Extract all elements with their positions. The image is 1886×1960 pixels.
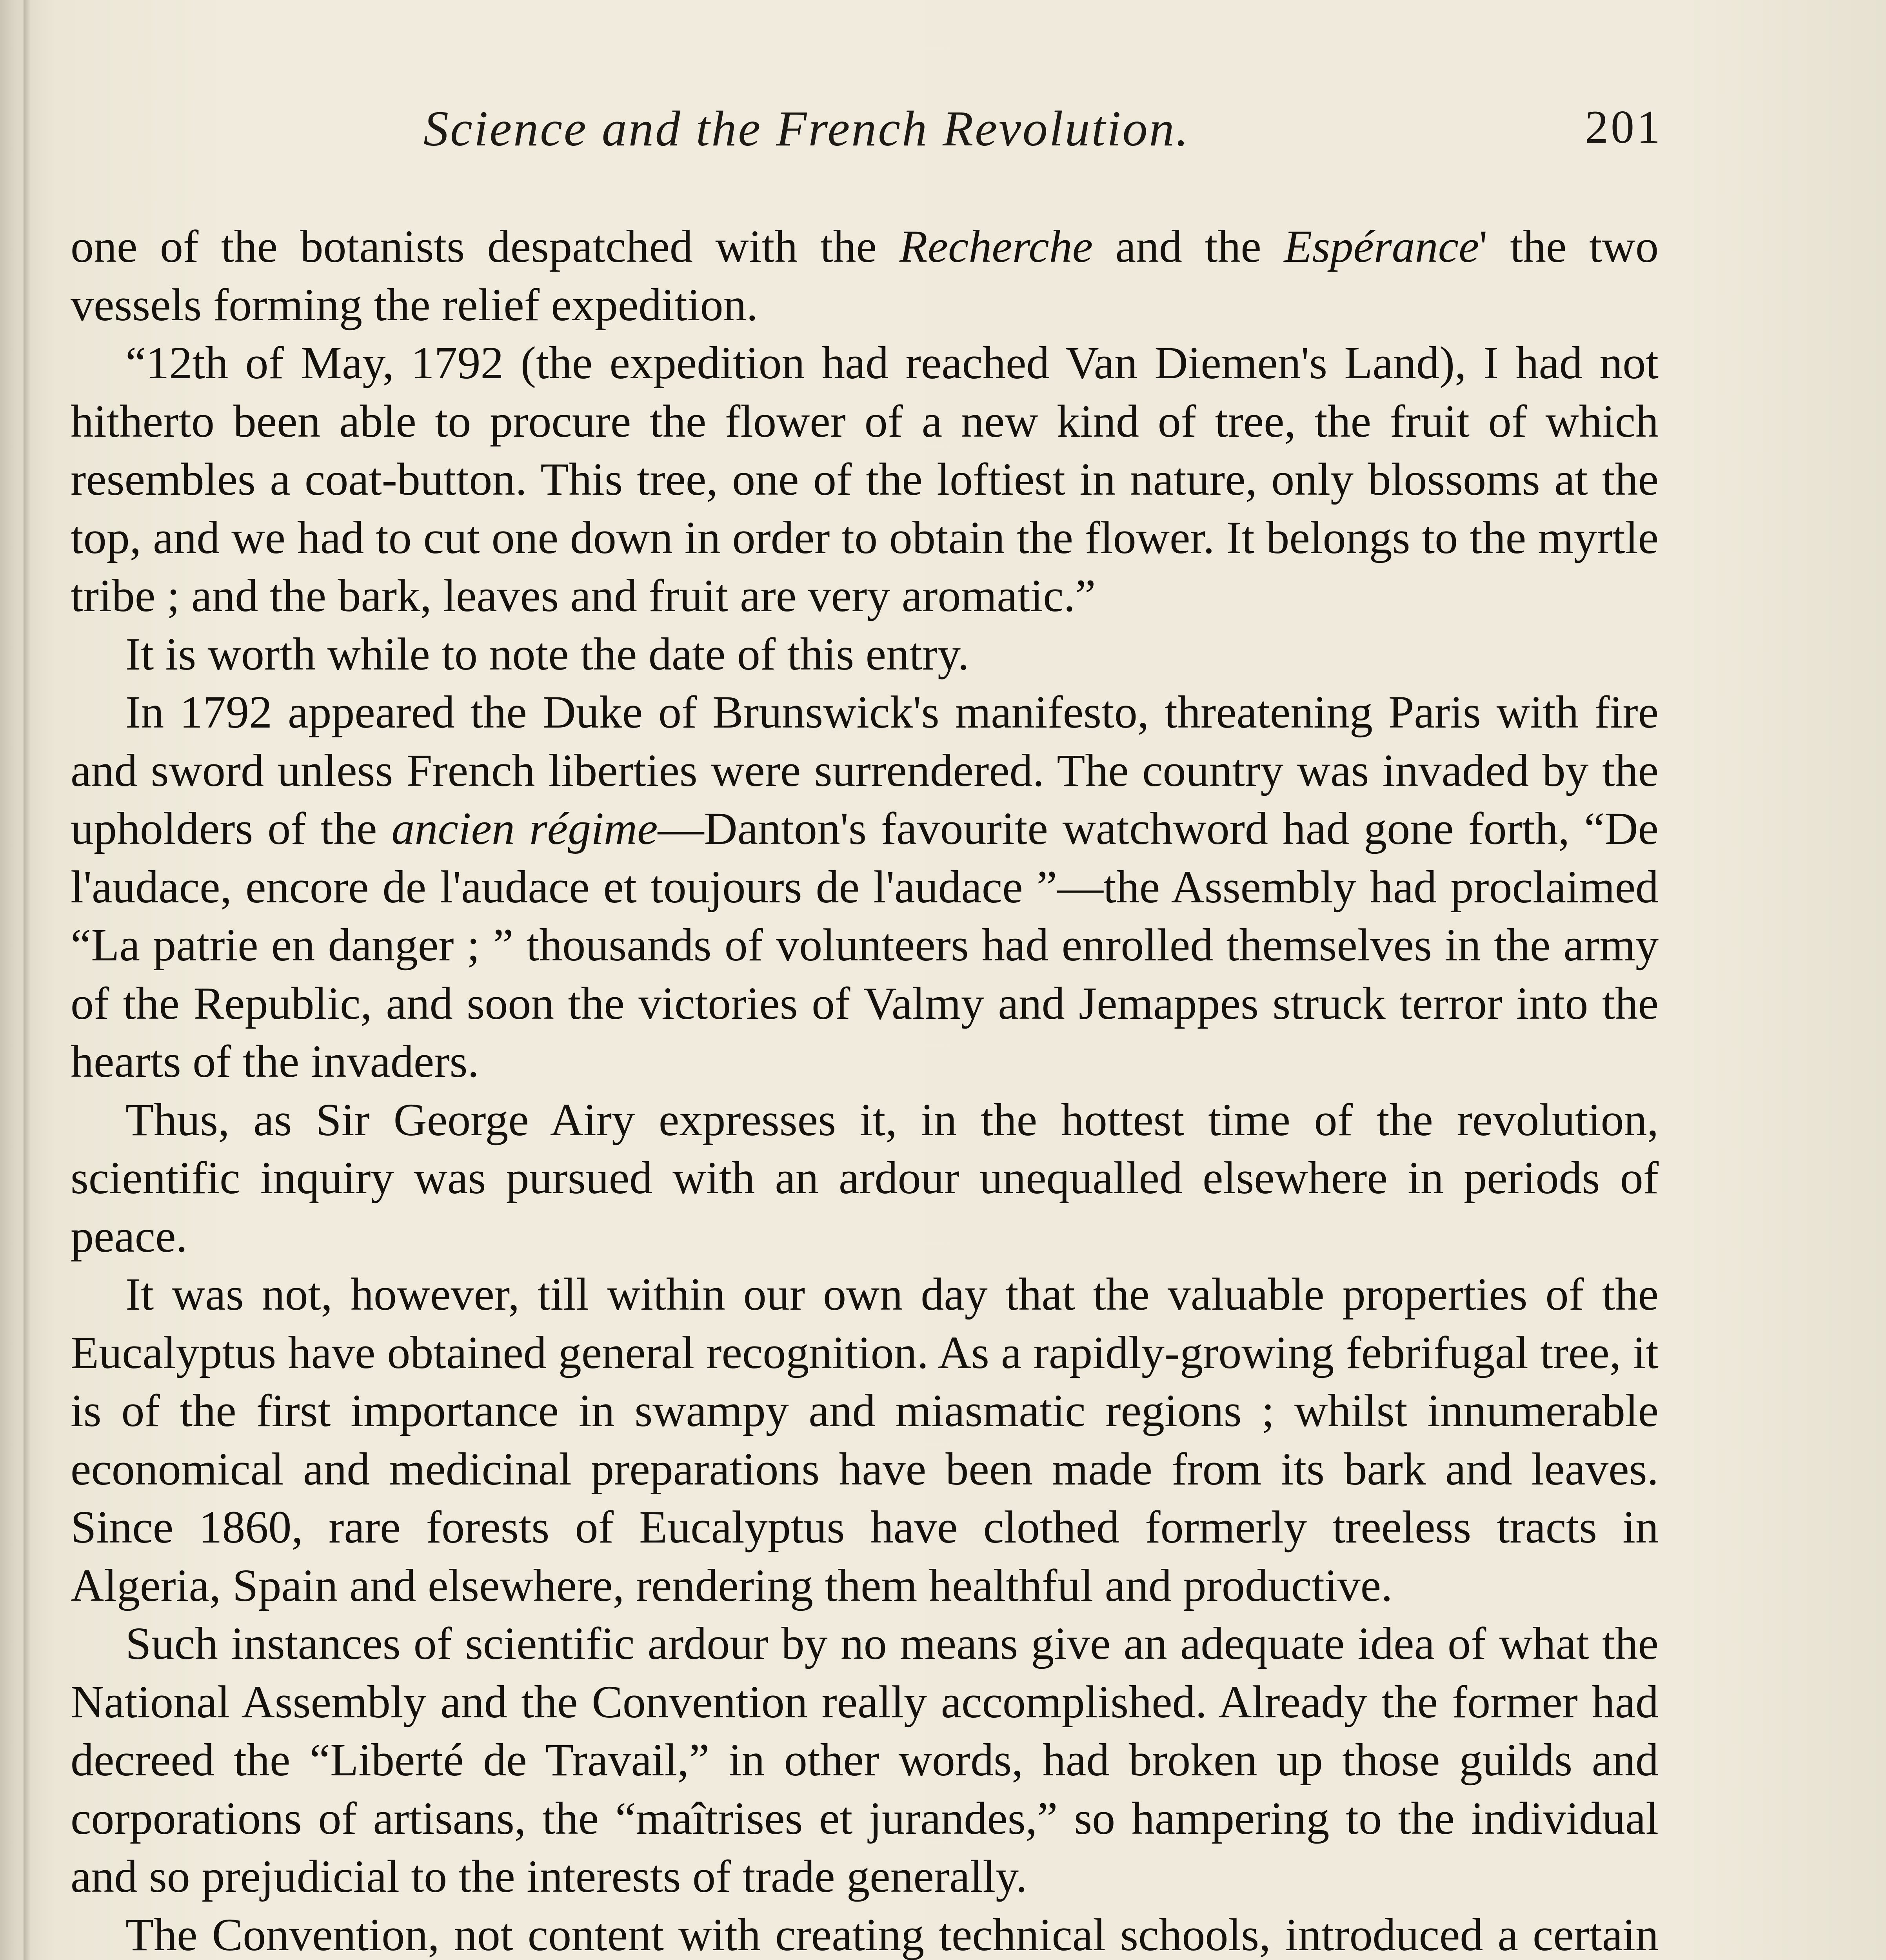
- paragraph: [71, 1265, 1659, 1615]
- italic-text: ancien régime: [391, 803, 658, 854]
- text-segment: It was not, however, till within our own day that the valuable properties of the Eucalyptus have obtained general recognition. As a rapidly-growing febrifugal tree, it is of the first importance in swampy and miasmatic regions ; whilst innumerable economical and medicinal preparations have been made from its bark and leaves. Since 1860, rare forests of Eucalyptus have clothed formerly treeless tracts in Algeria, Spain and elsewhere, rendering them healthful and productive.: [71, 1269, 1659, 1611]
- body-text: [71, 218, 1659, 1960]
- paragraph: [71, 1615, 1659, 1906]
- text-segment: It is worth while to note the date of this entry.: [125, 628, 969, 680]
- text-segment: Thus, as Sir George Airy expresses it, in the hottest time of the revolution, scientific inquiry was pursued with an ardour unequalled elsewhere in periods of peace.: [71, 1094, 1659, 1262]
- paragraph: [71, 218, 1659, 334]
- page-gutter-shadow: [24, 0, 31, 1960]
- italic-text: Recherche: [899, 221, 1093, 272]
- paragraph: [71, 625, 1659, 684]
- paragraph: [71, 334, 1659, 625]
- page-number: 201: [1585, 101, 1663, 153]
- running-head: Science and the French Revolution.: [423, 101, 1190, 156]
- text-segment: —Danton's favourite watchword had gone forth, “De l'audace, encore de l'audace et toujours de l'audace ”—the Assembly had proclaimed “La patrie en danger ; ” thousands of volunteers had enrolled themselves in the army of the Republic, and soon the victories of Valmy and Jemappes struck terror into the hearts of the invaders.: [71, 803, 1659, 1087]
- paragraph: [71, 1906, 1659, 1960]
- paragraph: [71, 683, 1659, 1091]
- text-segment: ' the two vessels forming the relief expedition.: [71, 221, 1659, 330]
- text-segment: The Convention, not content with creating technical schools, introduced a certain: [125, 1909, 1659, 1960]
- text-segment: one of the botanists despatched with the: [71, 221, 899, 272]
- text-segment: and the: [1093, 221, 1284, 272]
- text-segment: Such instances of scientific ardour by no means give an adequate idea of what the National Assembly and the Convention really accomplished. Already the former had decreed the “Liberté de Travail,” in other words, had broken up those guilds and corporations of artisans, the “maîtrises et jurandes,” so hampering to the individual and so prejudicial to the interests of trade generally.: [71, 1618, 1659, 1902]
- paragraph: [71, 1091, 1659, 1266]
- text-segment: In 1792 appeared the Duke of Brunswick's manifesto, threatening Paris with fire and sword unless French liberties were surrendered. The country was invaded by the upholders of the: [71, 686, 1659, 854]
- page-header: [423, 100, 1663, 178]
- text-segment: “12th of May, 1792 (the expedition had reached Van Diemen's Land), I had not hitherto been able to procure the flower of a new kind of tree, the fruit of which resembles a coat-button. This tree, one of the loftiest in nature, only blossoms at the top, and we had to cut one down in order to obtain the flower. It belongs to the myrtle tribe ; and the bark, leaves and fruit are very aromatic.”: [71, 337, 1659, 621]
- italic-text: Espérance: [1284, 221, 1479, 272]
